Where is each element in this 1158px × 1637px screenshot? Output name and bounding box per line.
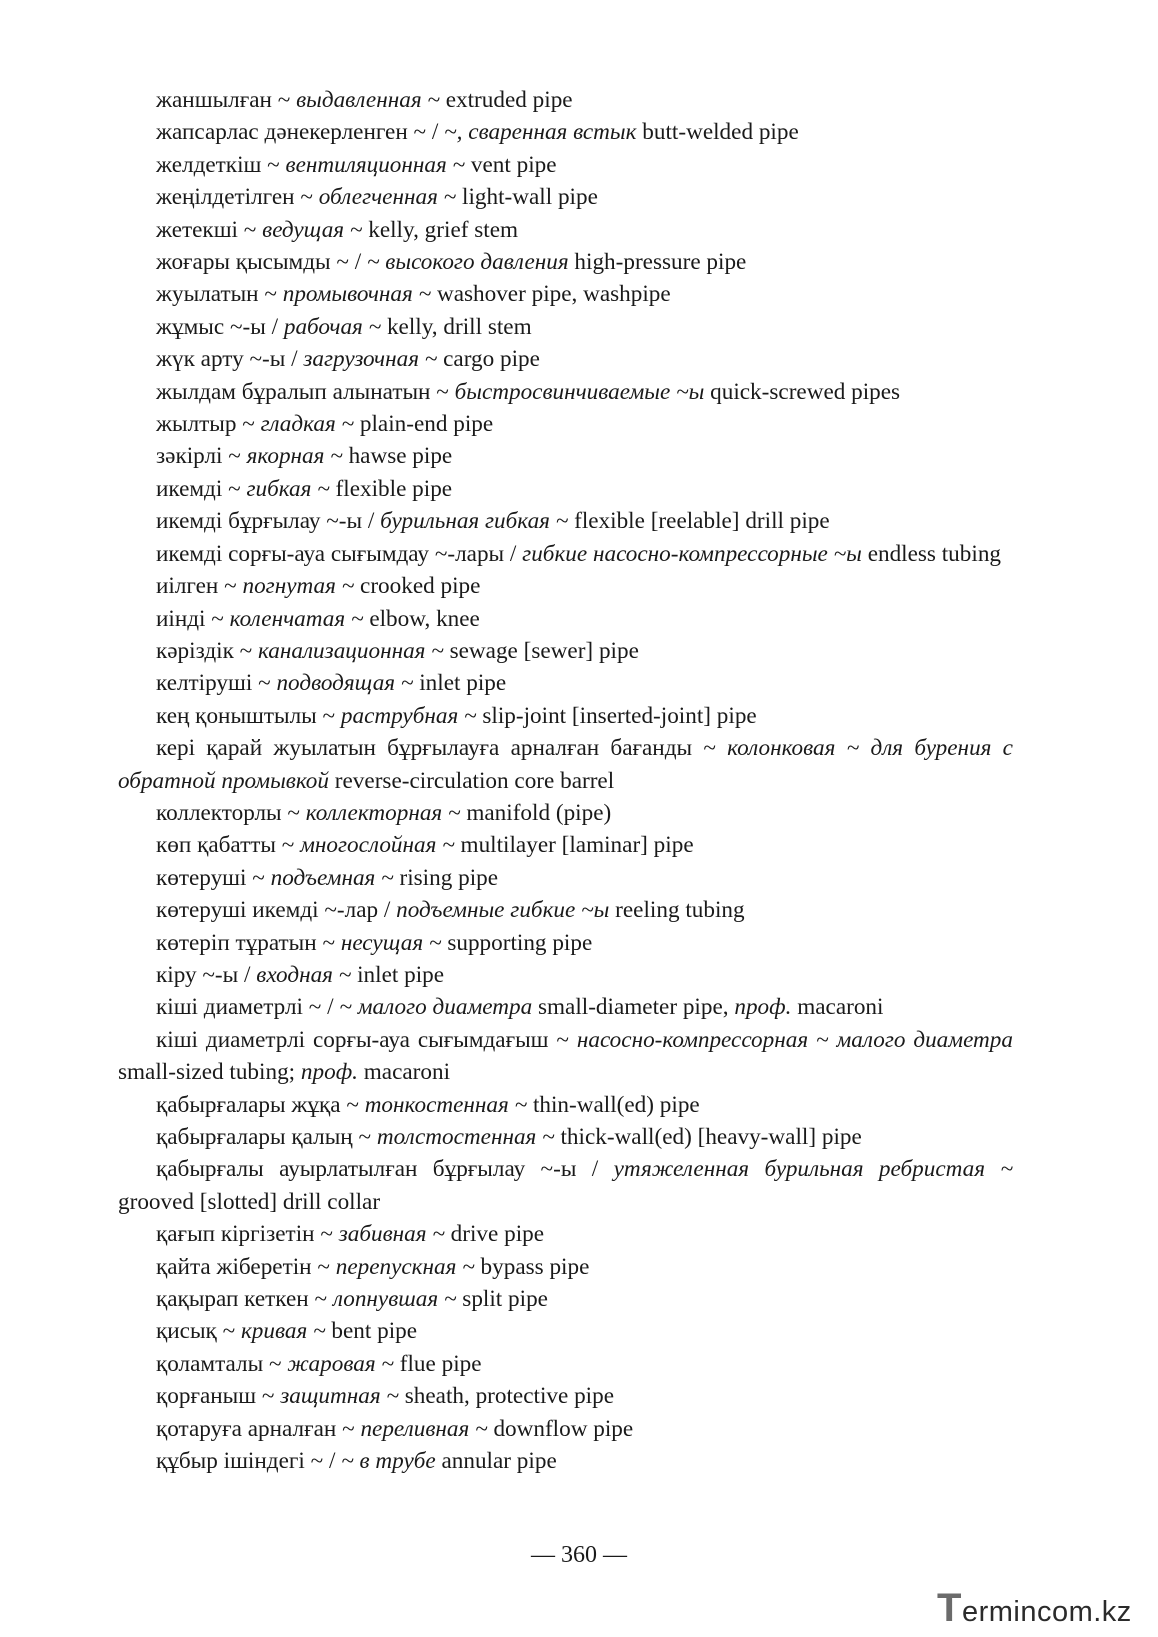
en-term: small-sized tubing;	[118, 1059, 301, 1086]
page-number: — 360 —	[531, 1542, 627, 1568]
en-term: kelly, drill stem	[381, 313, 532, 340]
kz-term: қотаруға арналған ~	[156, 1415, 361, 1442]
dictionary-entry	[118, 1283, 1013, 1315]
watermark-logo-prefix: T	[937, 1586, 962, 1630]
kz-term: жапсарлас дәнекерленген ~ /	[156, 119, 445, 146]
kz-term: құбыр ішіндегі ~ /	[156, 1448, 342, 1475]
site-watermark-logo	[937, 1586, 1132, 1631]
dictionary-entry	[118, 440, 1013, 472]
dictionary-entry	[118, 311, 1013, 343]
en-term: flexible [reelable] drill pipe	[568, 508, 830, 535]
ru-term: переливная ~	[360, 1415, 488, 1442]
dictionary-entry	[118, 505, 1013, 537]
kz-term: қабырғалары қалың ~	[156, 1124, 377, 1150]
ru-term: выдавленная ~	[296, 87, 440, 113]
ru-note: проф.	[300, 1059, 358, 1086]
dictionary-entry	[118, 376, 1013, 408]
en-term: drive pipe	[444, 1221, 545, 1248]
ru-term: забивная ~	[338, 1221, 445, 1248]
en-term: flue pipe	[393, 1350, 482, 1377]
ru-term: подъемные гибкие ~ы	[396, 897, 610, 924]
en-term: split pipe	[456, 1286, 548, 1313]
kz-term: жылтыр ~	[156, 411, 261, 438]
dictionary-entry	[118, 278, 1013, 310]
kz-term: жетекші ~	[156, 216, 263, 243]
dictionary-entry	[118, 667, 1013, 699]
en-term: inlet pipe	[351, 961, 445, 988]
kz-term: келтіруші ~	[156, 670, 277, 697]
en-term: light-wall pipe	[456, 184, 598, 211]
watermark-logo-text: ermincom.kz	[961, 1596, 1132, 1628]
ru-term: промывочная ~	[282, 281, 432, 308]
dictionary-entry	[118, 116, 1013, 148]
en-term: washover pipe, washpipe	[431, 281, 671, 308]
kz-term: желдеткіш ~	[156, 151, 286, 178]
en-term: crooked pipe	[354, 573, 481, 600]
ru-term: ~ в трубе	[341, 1448, 436, 1475]
ru-term: жаровая ~	[287, 1350, 394, 1377]
ru-term: раструбная ~	[340, 702, 477, 729]
en-term: vent pipe	[465, 151, 557, 178]
en-term: bent pipe	[325, 1318, 418, 1345]
dictionary-entry	[118, 894, 1013, 926]
en-term: small-diameter pipe,	[532, 994, 735, 1021]
dictionary-entry	[118, 214, 1013, 246]
kz-term: икемді ~	[156, 475, 247, 502]
ru-term: бурильная гибкая ~	[380, 508, 569, 535]
kz-term: жүк арту ~-ы /	[156, 346, 304, 373]
en-term: thin-wall(ed) pipe	[527, 1091, 700, 1118]
kz-term: икемді бұрғылау ~-ы /	[156, 508, 381, 535]
dictionary-entries	[118, 84, 1013, 1477]
dictionary-entry	[118, 991, 1013, 1023]
ru-term: гладкая ~	[260, 411, 355, 438]
ru-term: ~ малого диаметра	[339, 994, 533, 1021]
dictionary-entry	[118, 797, 1013, 829]
kz-term: қайта жіберетін ~	[156, 1253, 336, 1280]
kz-term: кәріздік ~	[156, 637, 258, 664]
dictionary-entry	[118, 1380, 1013, 1412]
kz-term: қоламталы ~	[156, 1350, 288, 1377]
kz-term: қағып кіргізетін ~	[156, 1221, 339, 1248]
kz-term: қабырғалы ауырлатылған бұрғылау ~-ы /	[156, 1156, 614, 1183]
kz-term: кең қоныштылы ~	[156, 702, 341, 729]
en-term: supporting pipe	[441, 929, 593, 956]
dictionary-entry	[118, 959, 1013, 991]
ru-term: погнутая ~	[242, 573, 355, 600]
en-term: rising pipe	[393, 864, 499, 891]
ru-term: подводящая ~	[276, 670, 414, 697]
ru-term: защитная ~	[280, 1383, 399, 1410]
kz-term: кіші диаметрлі ~ /	[156, 994, 340, 1021]
ru-term: ведущая ~	[262, 216, 363, 243]
kz-term: зәкірлі ~	[156, 443, 247, 470]
en-term: plain-end pipe	[354, 411, 494, 438]
en-term: cargo pipe	[437, 346, 540, 373]
ru-term: колонковая ~ для бурения с обратной промывкой	[118, 735, 1013, 794]
ru-note: проф.	[734, 994, 792, 1021]
en-term: sheath, protective pipe	[398, 1383, 615, 1410]
ru-term: кривая ~	[240, 1318, 326, 1345]
ru-term: облегченная ~	[318, 184, 457, 211]
en-term-extra: macaroni	[357, 1059, 451, 1086]
en-term: kelly, grief stem	[362, 216, 519, 243]
dictionary-entry	[118, 570, 1013, 602]
dictionary-entry	[118, 1445, 1013, 1477]
en-term: quick-screwed pipes	[704, 378, 901, 405]
dictionary-entry	[118, 1348, 1013, 1380]
en-term: elbow, knee	[363, 605, 480, 632]
en-term: reverse-circulation core barrel	[329, 767, 615, 794]
dictionary-entry	[118, 862, 1013, 894]
dictionary-entry	[118, 700, 1013, 732]
dictionary-entry	[118, 84, 1013, 116]
dictionary-entry	[118, 635, 1013, 667]
ru-term: рабочая ~	[283, 313, 382, 340]
en-term: reeling tubing	[609, 897, 745, 924]
en-term: bypass pipe	[474, 1253, 590, 1280]
ru-term: лопнувшая ~	[332, 1286, 457, 1313]
ru-term: тонкостенная ~	[364, 1091, 528, 1118]
kz-term: жеңілдетілген ~	[156, 184, 319, 211]
kz-term: қақырап кеткен ~	[156, 1286, 333, 1313]
en-term: butt-welded pipe	[636, 119, 799, 146]
kz-term: көтеруші ~	[156, 864, 271, 891]
ru-term: ~, сваренная встык	[444, 119, 637, 146]
kz-term: қорғаныш ~	[156, 1383, 281, 1410]
ru-term: многослойная ~	[300, 832, 455, 859]
ru-term: утяжеленная бурильная ребристая ~	[613, 1156, 1013, 1183]
dictionary-entry	[118, 1153, 1013, 1218]
dictionary-entry	[118, 343, 1013, 375]
dictionary-entry	[118, 538, 1013, 570]
kz-term: иілген ~	[156, 573, 243, 600]
kz-term: жылдам бұралып алынатын ~	[156, 378, 455, 405]
en-term: endless tubing	[861, 540, 1002, 567]
dictionary-entry	[118, 1089, 1013, 1121]
dictionary-entry	[118, 1315, 1013, 1347]
en-term: multilayer [laminar] pipe	[454, 832, 694, 859]
en-term: sewage [sewer] pipe	[443, 637, 639, 664]
ru-term: гибкая ~	[246, 475, 330, 502]
dictionary-entry	[118, 603, 1013, 635]
dictionary-entry	[118, 1218, 1013, 1250]
kz-term: жаншылған ~	[156, 87, 297, 113]
ru-term: якорная ~	[246, 443, 343, 470]
en-term: flexible pipe	[329, 475, 453, 502]
kz-term: икемді сорғы-ауа сығымдау ~-лары /	[156, 540, 523, 567]
kz-term: жоғары қысымды ~ /	[156, 249, 367, 276]
ru-term: канализационная ~	[257, 637, 444, 664]
ru-term: несущая ~	[340, 929, 442, 956]
en-term: inlet pipe	[413, 670, 507, 697]
kz-term: жұмыс ~-ы /	[156, 313, 284, 340]
en-term: manifold (pipe)	[460, 799, 612, 826]
en-term: grooved [slotted] drill collar	[118, 1188, 381, 1215]
dictionary-entry	[118, 927, 1013, 959]
dictionary-entry	[118, 1413, 1013, 1445]
dictionary-entry	[118, 1121, 1013, 1153]
kz-term: көтеріп тұратын ~	[156, 929, 341, 956]
kz-term: иінді ~	[156, 605, 230, 632]
dictionary-entry	[118, 246, 1013, 278]
dictionary-entry	[118, 1024, 1013, 1089]
dictionary-entry	[118, 473, 1013, 505]
ru-term: коленчатая ~	[229, 605, 364, 632]
kz-term: жуылатын ~	[156, 281, 283, 308]
kz-term: қабырғалары жұқа ~	[156, 1091, 365, 1118]
kz-term: қисық ~	[156, 1318, 241, 1345]
kz-term: кіші диаметрлі сорғы-ауа сығымдағыш ~	[156, 1026, 577, 1053]
en-term: extruded pipe	[439, 87, 573, 113]
en-term: hawse pipe	[342, 443, 453, 470]
ru-term: входная ~	[256, 961, 352, 988]
dictionary-entry	[118, 1251, 1013, 1283]
ru-term: насосно-компрессорная ~ малого диаметра	[576, 1026, 1013, 1053]
en-term: thick-wall(ed) [heavy-wall] pipe	[554, 1124, 862, 1150]
en-term: slip-joint [inserted-joint] pipe	[476, 702, 757, 729]
dictionary-entry	[118, 181, 1013, 213]
en-term: high-pressure pipe	[568, 249, 747, 276]
ru-term: вентиляционная ~	[285, 151, 466, 178]
kz-term: кіру ~-ы /	[156, 961, 257, 988]
ru-term: гибкие насосно-компрессорные ~ы	[522, 540, 862, 567]
ru-term: коллекторная ~	[305, 799, 461, 826]
ru-term: перепускная ~	[335, 1253, 475, 1280]
dictionary-entry	[118, 149, 1013, 181]
dictionary-entry	[118, 829, 1013, 861]
ru-term: толстостенная ~	[376, 1124, 555, 1150]
en-term-extra: macaroni	[791, 994, 884, 1021]
kz-term: көп қабатты ~	[156, 832, 301, 859]
kz-term: көтеруші икемді ~-лар /	[156, 897, 397, 924]
kz-term: кері қарай жуылатын бұрғылауға арналған бағанды ~	[156, 735, 728, 762]
en-term: downflow pipe	[487, 1415, 634, 1442]
dictionary-entry	[118, 732, 1013, 797]
dictionary-entry	[118, 408, 1013, 440]
ru-term: подъемная ~	[270, 864, 394, 891]
ru-term: быстросвинчиваемые ~ы	[454, 378, 705, 405]
ru-term: ~ высокого давления	[366, 249, 569, 276]
en-term: annular pipe	[435, 1448, 557, 1475]
ru-term: загрузочная ~	[303, 346, 438, 373]
kz-term: коллекторлы ~	[156, 799, 306, 826]
